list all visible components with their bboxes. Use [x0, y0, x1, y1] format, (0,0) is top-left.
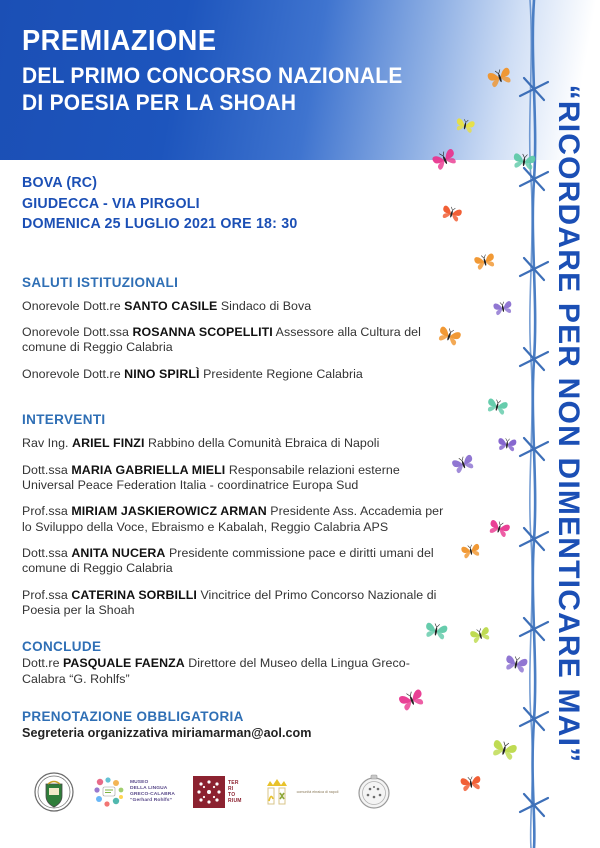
conclude-entry — [22, 655, 452, 687]
territorium-line2: RI — [228, 785, 234, 792]
museo-logo-line3: GRECO-CALABRA — [130, 792, 176, 797]
venue-city: BOVA (RC) — [22, 175, 98, 191]
museo-dots-icon — [92, 775, 126, 809]
sponsor-logo-bar — [34, 768, 414, 816]
speaker-name: CATERINA SORBILLI — [71, 587, 197, 602]
speaker-name: ROSANNA SCOPELLITI — [132, 325, 273, 340]
venue-datetime: DOMENICA 25 LUGLIO 2021 ORE 18: 30 — [22, 216, 298, 233]
museo-logo-line4: “Gerhard Rohlfs” — [130, 798, 173, 804]
territorium-logo-text — [228, 780, 242, 804]
vertical-slogan-area — [536, 0, 600, 848]
page-title: PREMIAZIONE — [22, 25, 217, 57]
speaker-entry — [22, 436, 452, 451]
speaker-name: NINO SPIRLÌ — [124, 366, 200, 381]
speaker-entry — [22, 325, 452, 356]
section-heading-conclude: CONCLUDE — [22, 638, 102, 654]
speaker-entry — [22, 367, 452, 382]
poster-content — [22, 173, 452, 740]
speaker-role: Rabbino della Comunità Ebraica di Napoli — [144, 436, 380, 451]
page-subtitle-line1: DEL PRIMO CONCORSO NAZIONALE — [22, 62, 403, 88]
territorium-line4: RIUM — [228, 798, 242, 805]
speaker-role: Vincitrice del Primo Concorso Nazionale di Poesia per la Shoah — [22, 587, 437, 618]
speaker-entry — [22, 546, 452, 577]
prenotazione-contact[interactable]: Segreteria organizzativa miriamarman@aol.com — [22, 725, 312, 740]
butterfly-icon — [459, 541, 482, 562]
butterfly-icon — [511, 150, 538, 173]
butterfly-icon — [449, 452, 477, 478]
naples-jewish-community-icon — [260, 775, 294, 809]
butterfly-icon — [459, 774, 483, 795]
museo-logo-line1: MUSEO — [130, 779, 149, 785]
logo-circular-seal — [356, 770, 392, 814]
speaker-role: Responsabile relazioni esterne Universal Peace Federation Italia - coordinatrice Europa Sud — [22, 462, 400, 492]
section-prenotazione — [22, 709, 452, 740]
museo-logo-text — [130, 780, 175, 804]
speaker-prefix: Prof.ssa — [22, 504, 72, 519]
butterfly-icon — [486, 517, 512, 541]
territorium-line1: TER — [228, 779, 239, 786]
logo-comune-bova — [34, 770, 74, 814]
museo-logo-line2: DELLA LINGUA — [130, 785, 168, 791]
butterfly-icon — [492, 298, 515, 318]
speaker-entry — [22, 299, 452, 314]
butterfly-icon — [484, 396, 510, 419]
page-subtitle — [22, 62, 403, 117]
header-title-group — [22, 26, 431, 117]
territorium-line3: TO — [228, 792, 236, 798]
conclude-name: PASQUALE FAENZA — [63, 655, 185, 670]
butterfly-icon — [489, 737, 520, 764]
saluti-entry-list — [22, 299, 452, 383]
territorium-pattern-icon — [193, 776, 225, 808]
section-heading-prenotazione: PRENOTAZIONE OBBLIGATORIA — [22, 708, 244, 724]
circular-seal-icon — [356, 773, 392, 811]
speaker-role: Sindaco di Bova — [217, 298, 312, 313]
speaker-name: SANTO CASILE — [124, 298, 218, 313]
speaker-prefix: Dott.ssa — [22, 462, 72, 477]
logo-comunita-ebraica-napoli — [260, 770, 339, 814]
page-subtitle-line2: DI POESIA PER LA SHOAH — [22, 90, 297, 116]
comune-bova-crest-icon — [34, 771, 74, 813]
speaker-role: Presidente Regione Calabria — [199, 366, 363, 381]
speaker-prefix: Onorevole Dott.re — [22, 298, 125, 313]
speaker-role: Assessore alla Cultura del comune di Reggio Calabria — [22, 325, 421, 355]
conclude-suffix: Direttore del Museo della Lingua Greco-Calabra “G. Rohlfs” — [22, 655, 410, 686]
speaker-name: MIRIAM JASKIEROWICZ ARMAN — [71, 504, 267, 519]
section-interventi — [22, 412, 452, 618]
speaker-prefix: Onorevole Dott.ssa — [22, 325, 133, 340]
speaker-name: ANITA NUCERA — [71, 546, 166, 561]
speaker-entry — [22, 588, 452, 619]
speaker-prefix: Prof.ssa — [22, 587, 72, 602]
speaker-role: Presidente commissione pace e diritti umani del comune di Reggio Calabria — [22, 546, 434, 576]
section-heading-interventi: INTERVENTI — [22, 412, 106, 428]
logo-museo-lingua — [92, 770, 175, 814]
speaker-name: MARIA GABRIELLA MIELI — [71, 462, 226, 477]
interventi-entry-list — [22, 436, 452, 618]
section-conclude — [22, 639, 452, 687]
section-saluti — [22, 275, 452, 383]
speaker-role: Presidente Ass. Accademia per lo Sviluppo della Voce, Ebraismo e Kabalah, Reggio Calabria APS — [22, 504, 444, 534]
butterfly-icon — [496, 436, 518, 454]
speaker-prefix: Dott.ssa — [22, 546, 72, 561]
butterfly-icon — [468, 624, 493, 646]
speaker-prefix: Onorevole Dott.re — [22, 366, 125, 381]
speaker-entry — [22, 504, 452, 535]
logo-territorium — [193, 770, 242, 814]
speaker-name: ARIEL FINZI — [72, 436, 145, 451]
vertical-slogan: “RICORDARE PER NON DIMENTICARE MAI” — [552, 84, 585, 764]
conclude-prefix: Dott.re — [22, 655, 64, 670]
butterfly-icon — [472, 251, 498, 274]
naples-logo-text: comunità ebraica di napoli — [296, 789, 339, 794]
section-heading-saluti: SALUTI ISTITUZIONALI — [22, 274, 179, 290]
speaker-entry — [22, 463, 452, 494]
venue-address: GIUDECCA - VIA PIRGOLI — [22, 195, 200, 212]
venue-block — [22, 173, 443, 235]
speaker-prefix: Rav Ing. — [22, 436, 73, 451]
butterfly-icon — [502, 653, 529, 677]
